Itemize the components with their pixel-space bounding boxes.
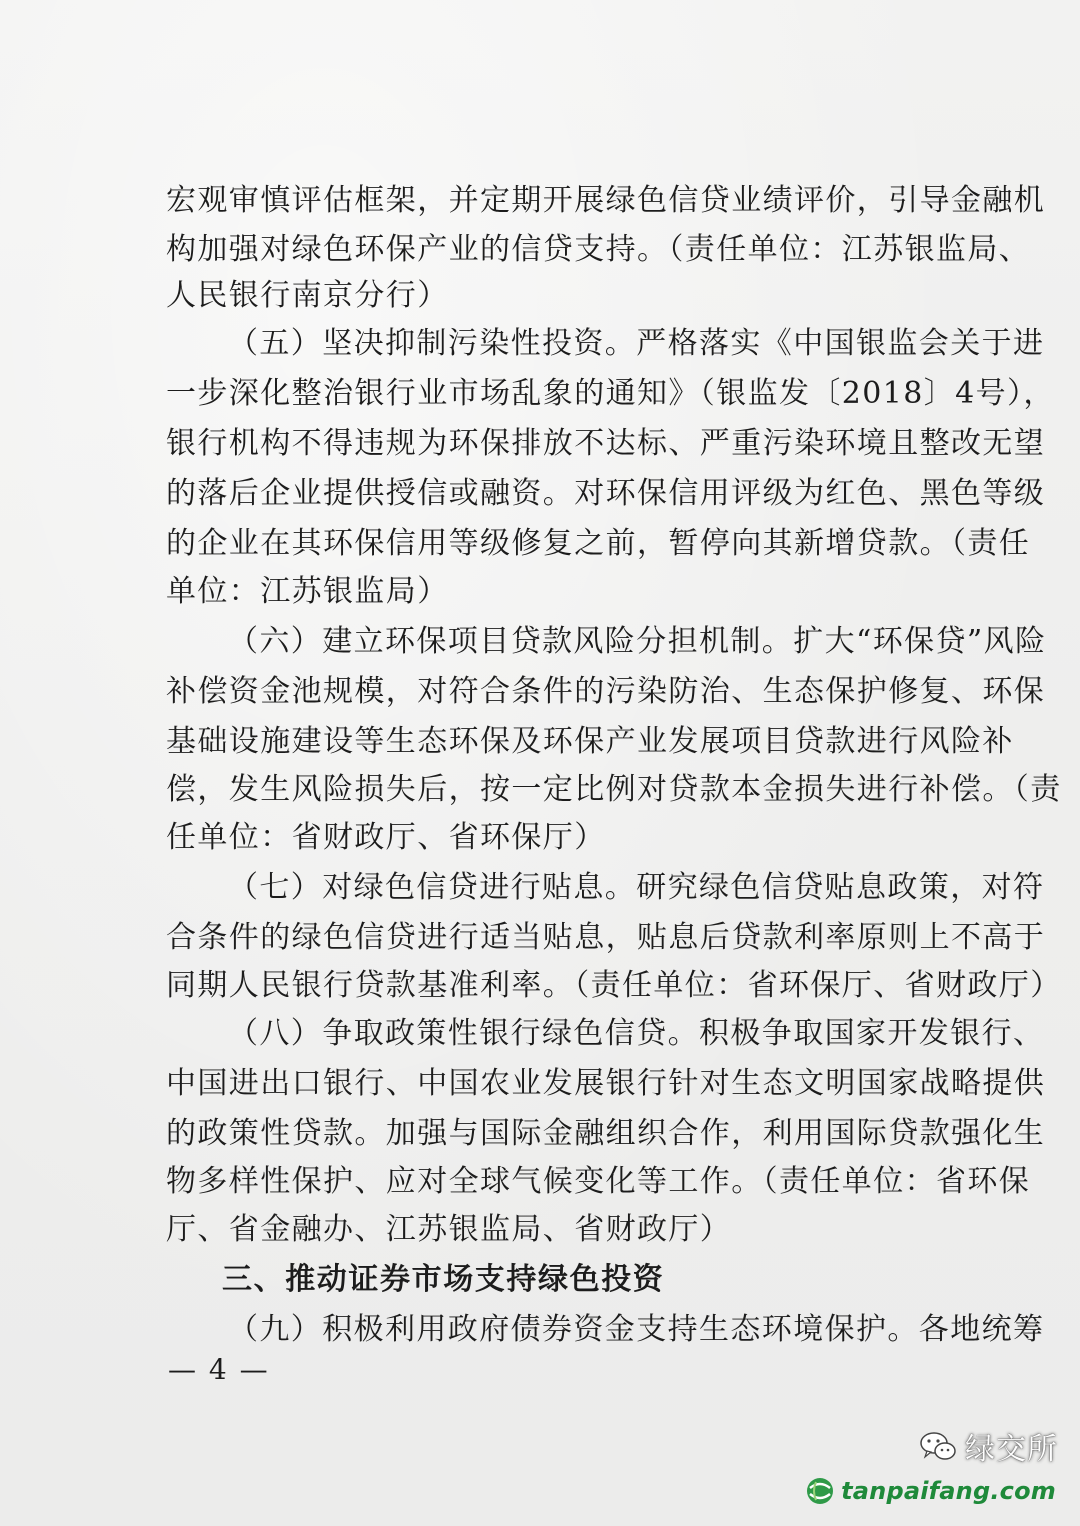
text-line: 宏观审慎评估框架，并定期开展绿色信贷业绩评价，引导金融机 [166, 183, 1046, 218]
paragraph-five-start: （五）坚决抑制污染性投资。严格落实《中国银监会关于进 [228, 326, 1045, 361]
paragraph-nine-start: （九）积极利用政府债券资金支持生态环境保护。各地统筹 [228, 1312, 1045, 1347]
text-line: 补偿资金池规模，对符合条件的污染防治、生态保护修复、环保 [166, 674, 1046, 709]
watermark-account [919, 1424, 1058, 1468]
text-line: 的落后企业提供授信或融资。对环保信用评级为红色、黑色等级 [166, 476, 1046, 511]
text-line: 单位：江苏银监局） [166, 574, 449, 609]
paragraph-seven-start: （七）对绿色信贷进行贴息。研究绿色信贷贴息政策，对符 [228, 870, 1045, 905]
text-line: 同期人民银行贷款基准利率。（责任单位：省环保厅、省财政厅） [166, 968, 1062, 1003]
text-line: 厅、省金融办、江苏银监局、省财政厅） [166, 1212, 732, 1247]
globe-logo-icon [805, 1476, 835, 1506]
text-line: 的企业在其环保信用等级修复之前，暂停向其新增贷款。（责任 [166, 526, 1031, 561]
text-line: 中国进出口银行、中国农业发展银行针对生态文明国家战略提供 [166, 1066, 1046, 1101]
watermark-name: 绿交所 [965, 1432, 1058, 1467]
watermark-url: tanpaifang.com [841, 1477, 1056, 1505]
section-heading: 三、推动证券市场支持绿色投资 [222, 1262, 665, 1297]
text-line: 人民银行南京分行） [166, 278, 449, 313]
paragraph-six-start: （六）建立环保项目贷款风险分担机制。扩大“环保贷”风险 [228, 624, 1047, 659]
page-number: — 4 — [168, 1353, 270, 1386]
text-line: 偿，发生风险损失后，按一定比例对贷款本金损失进行补偿。（责 [166, 772, 1062, 807]
text-line: 一步深化整治银行业市场乱象的通知》（银监发〔2018〕4号）， [166, 376, 1055, 411]
paragraph-eight-start: （八）争取政策性银行绿色信贷。积极争取国家开发银行、 [228, 1016, 1045, 1051]
text-line: 的政策性贷款。加强与国际金融组织合作，利用国际贷款强化生 [166, 1116, 1046, 1151]
text-line: 合条件的绿色信贷进行适当贴息，贴息后贷款利率原则上不高于 [166, 920, 1046, 955]
text-line: 任单位：省财政厅、省环保厅） [166, 820, 606, 855]
watermark [841, 1416, 1080, 1526]
wechat-icon [919, 1430, 957, 1462]
text-line: 物多样性保护、应对全球气候变化等工作。（责任单位：省环保 [166, 1164, 1031, 1199]
watermark-site [805, 1476, 1056, 1506]
text-line: 银行机构不得违规为环保排放不达标、严重污染环境且整改无望 [166, 426, 1046, 461]
text-line: 基础设施建设等生态环保及环保产业发展项目贷款进行风险补 [166, 724, 1014, 759]
text-line: 构加强对绿色环保产业的信贷支持。（责任单位：江苏银监局、 [166, 232, 1031, 267]
